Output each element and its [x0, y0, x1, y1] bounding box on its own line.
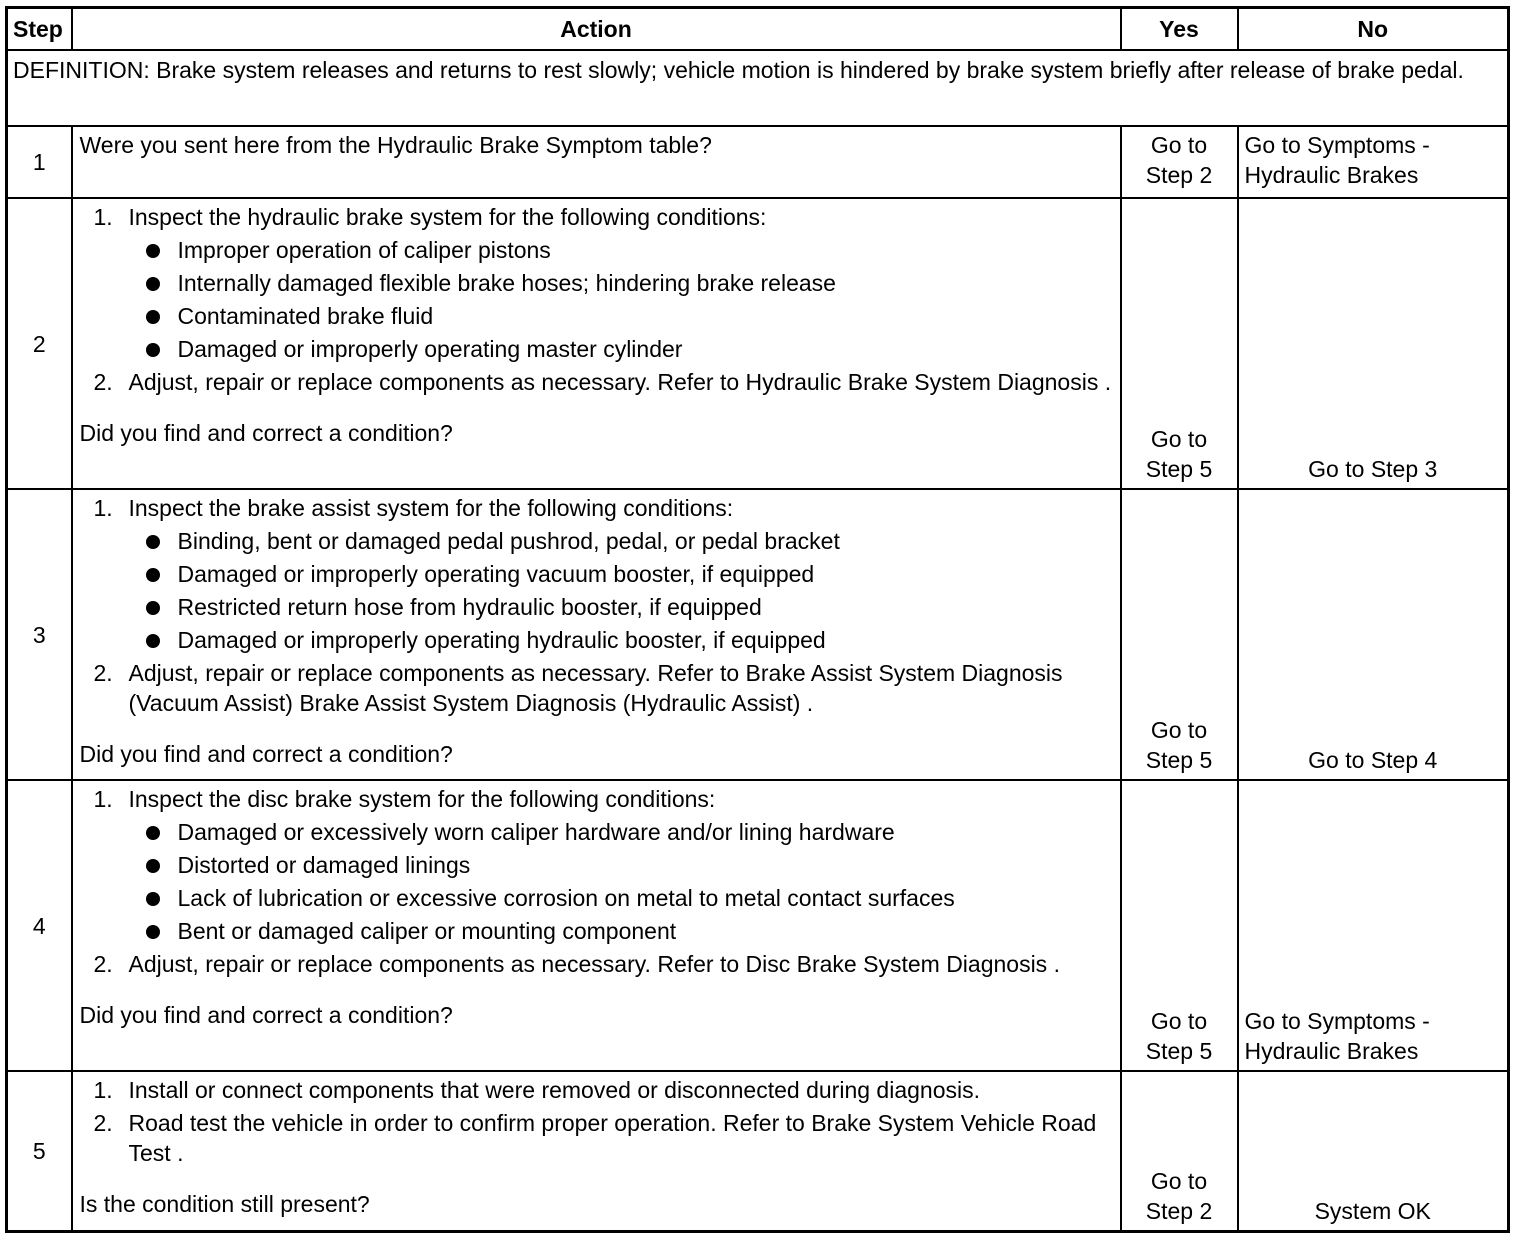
bullet-item: Bent or damaged caliper or mounting component: [129, 916, 1114, 946]
header-action: Action: [72, 8, 1121, 51]
bullet-list: [129, 817, 1114, 946]
bullet-item: Contaminated brake fluid: [129, 301, 1114, 331]
bullet-item: Lack of lubrication or excessive corrosion on metal to metal contact surfaces: [129, 883, 1114, 913]
action-cell: [72, 1071, 1121, 1231]
no-cell: [1238, 126, 1509, 198]
action-cell: [72, 489, 1121, 780]
bullet-item: Binding, bent or damaged pedal pushrod, pedal, or pedal bracket: [129, 526, 1114, 556]
list-item: 2. Adjust, repair or replace components as necessary. Refer to Brake Assist System Diagnosis (Vacuum Assist) Brake Assist System Diagnosis (Hydraulic Assist) .: [93, 660, 1063, 716]
question: Did you find and correct a condition?: [79, 741, 453, 767]
bullet-icon: [146, 925, 160, 939]
header-step: Step: [7, 8, 72, 51]
diagnostic-table: [5, 6, 1510, 1233]
bullet-icon: [146, 244, 160, 258]
yes-cell: [1121, 198, 1238, 489]
bullet-icon: [146, 892, 160, 906]
table-row: [7, 198, 1509, 489]
bullet-item: Restricted return hose from hydraulic booster, if equipped: [129, 592, 1114, 622]
yes-link: Go to Step 2: [1145, 1167, 1213, 1224]
yes-link: Go to Step 5: [1145, 426, 1213, 482]
question: Did you find and correct a condition?: [79, 420, 453, 446]
bullet-item: Internally damaged flexible brake hoses; hindering brake release: [129, 268, 1114, 298]
question: Is the condition still present?: [79, 1191, 370, 1217]
no-link: Go to Symptoms - Hydraulic Brakes: [1244, 1008, 1430, 1064]
bullet-item: Distorted or damaged linings: [129, 850, 1114, 880]
step-number: 5: [7, 1071, 72, 1231]
bullet-list: [129, 235, 1114, 364]
step-number: 2: [7, 198, 72, 489]
list-item: 2. Adjust, repair or replace components as necessary. Refer to Disc Brake System Diagnosis .: [93, 951, 1060, 977]
table-row: [7, 126, 1509, 198]
bullet-item: Damaged or improperly operating master cylinder: [129, 334, 1114, 364]
bullet-icon: [146, 826, 160, 840]
question: Were you sent here from the Hydraulic Brake Symptom table?: [79, 132, 712, 158]
bullet-item: Improper operation of caliper pistons: [129, 235, 1114, 265]
bullet-icon: [146, 859, 160, 873]
table-row: [7, 489, 1509, 780]
bullet-icon: [146, 343, 160, 357]
action-list: [80, 1075, 1114, 1168]
yes-link: Go to Step 2: [1145, 132, 1213, 188]
no-cell: [1238, 198, 1509, 489]
yes-cell: [1121, 489, 1238, 780]
no-cell: [1238, 780, 1509, 1071]
header-no: No: [1238, 8, 1509, 51]
action-cell: [72, 198, 1121, 489]
table-row: [7, 780, 1509, 1071]
action-cell: [72, 126, 1121, 198]
bullet-icon: [146, 601, 160, 615]
list-item: 1. Inspect the hydraulic brake system for the following conditions: Improper operation of caliper pistons Internally damaged flexible brake hoses; hindering brake release Contaminated brake fluid Damaged or improperly operating master cylinder: [80, 202, 1114, 364]
header-row: [7, 8, 1509, 51]
table-row: [7, 1071, 1509, 1231]
list-item: 2. Adjust, repair or replace components as necessary. Refer to Hydraulic Brake System Diagnosis .: [93, 369, 1112, 395]
no-link: Go to Symptoms - Hydraulic Brakes: [1244, 132, 1430, 188]
no-cell: [1238, 489, 1509, 780]
action-list: [80, 493, 1114, 718]
bullet-icon: [146, 535, 160, 549]
step-number: 3: [7, 489, 72, 780]
bullet-icon: [146, 568, 160, 582]
no-cell: [1238, 1071, 1509, 1231]
list-item: 1. Inspect the brake assist system for the following conditions: Binding, bent or damaged pedal pushrod, pedal, or pedal bracket Damaged or improperly operating vacuum booster, if equipped Restricted return hose from hydraulic booster, if equipped Damaged or improperly operating hydraulic booster, if equipped: [80, 493, 1114, 655]
header-yes: Yes: [1121, 8, 1238, 51]
list-item: 2. Road test the vehicle in order to confirm proper operation. Refer to Brake System Vehicle Road Test .: [93, 1110, 1097, 1166]
action-cell: [72, 780, 1121, 1071]
bullet-icon: [146, 310, 160, 324]
bullet-icon: [146, 634, 160, 648]
definition-row: [7, 50, 1509, 126]
yes-link: Go to Step 5: [1145, 717, 1213, 773]
bullet-icon: [146, 277, 160, 291]
no-link: System OK: [1314, 1197, 1431, 1224]
definition-text: DEFINITION: Brake system releases and returns to rest slowly; vehicle motion is hindered by brake system briefly after release of brake pedal.: [7, 50, 1509, 126]
step-number: 4: [7, 780, 72, 1071]
yes-cell: [1121, 1071, 1238, 1231]
question: Did you find and correct a condition?: [79, 1002, 453, 1028]
bullet-item: Damaged or improperly operating vacuum booster, if equipped: [129, 559, 1114, 589]
action-list: [80, 202, 1114, 397]
no-link: Go to Step 4: [1308, 747, 1438, 773]
list-item: 1. Install or connect components that were removed or disconnected during diagnosis.: [93, 1077, 980, 1103]
action-list: [80, 784, 1114, 979]
list-item: 1. Inspect the disc brake system for the following conditions: Damaged or excessively worn caliper hardware and/or lining hardware Distorted or damaged linings Lack of lubrication or excessive corrosion on metal to metal contact surfaces Bent or damaged caliper or mounting component: [80, 784, 1114, 946]
bullet-item: Damaged or improperly operating hydraulic booster, if equipped: [129, 625, 1114, 655]
bullet-list: [129, 526, 1114, 655]
step-number: 1: [7, 126, 72, 198]
yes-link: Go to Step 5: [1145, 1008, 1213, 1064]
bullet-item: Damaged or excessively worn caliper hardware and/or lining hardware: [129, 817, 1114, 847]
no-link: Go to Step 3: [1308, 456, 1438, 482]
yes-cell: [1121, 780, 1238, 1071]
yes-cell: [1121, 126, 1238, 198]
